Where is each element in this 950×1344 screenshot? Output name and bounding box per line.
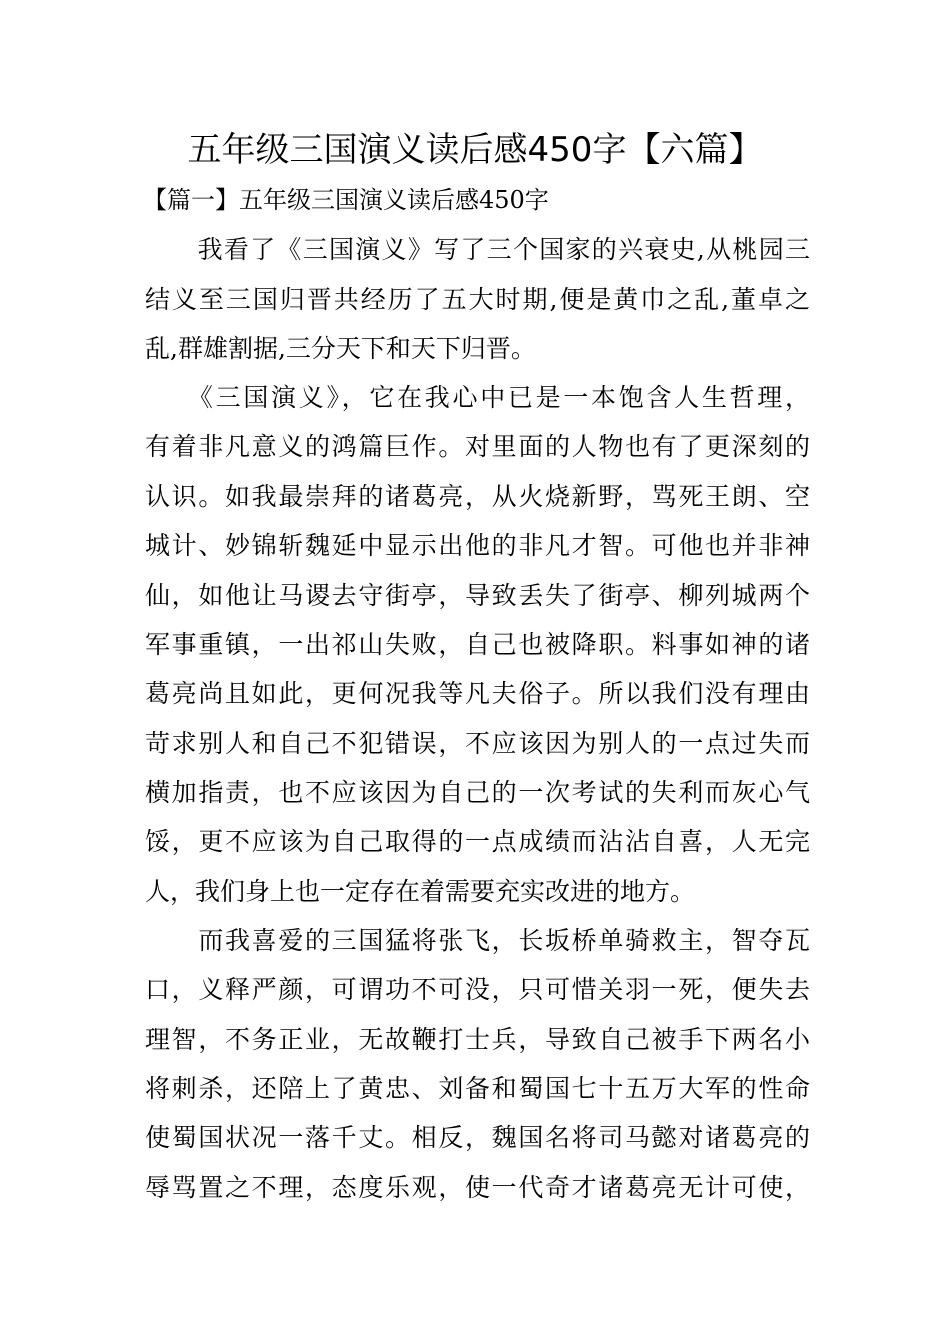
text-line: 使蜀国状况一落千丈。相反，魏国名将司马懿对诸葛亮的 — [145, 1123, 810, 1152]
text-line: 将刺杀，还陪上了黄忠、刘备和蜀国七十五万大军的性命 — [145, 1074, 810, 1103]
text-line: 口，义释严颜，可谓功不可没，只可惜关羽一死，便失去 — [145, 975, 810, 1004]
document-title: 五年级三国演义读后感450字【六篇】 — [187, 130, 763, 170]
text-line: 辱骂置之不理，态度乐观，使一代奇才诸葛亮无计可使， — [145, 1173, 810, 1202]
text-line: 仙，如他让马谡去守街亭，导致丢失了街亭、柳列城两个 — [145, 581, 810, 610]
text-line: 《三国演义》，它在我心中已是一本饱含人生哲理， — [145, 383, 810, 412]
text-line: 乱,群雄割据,三分天下和天下归晋。 — [145, 334, 536, 363]
text-line: 人，我们身上也一定存在着需要充实改进的地方。 — [145, 877, 696, 906]
text-line: 葛亮尚且如此，更何况我等凡夫俗子。所以我们没有理由 — [145, 679, 810, 708]
text-line: 馁，更不应该为自己取得的一点成绩而沾沾自喜，人无完 — [145, 827, 810, 856]
text-line: 有着非凡意义的鸿篇巨作。对里面的人物也有了更深刻的 — [145, 432, 810, 461]
text-line: 理智，不务正业，无故鞭打士兵，导致自己被手下两名小 — [145, 1025, 810, 1054]
text-line: 认识。如我最崇拜的诸葛亮，从火烧新野，骂死王朗、空 — [145, 482, 810, 511]
text-line: 结义至三国归晋共经历了五大时期,便是黄巾之乱,董卓之 — [145, 285, 810, 314]
text-line: 苛求别人和自己不犯错误，不应该因为别人的一点过失而 — [145, 729, 810, 758]
text-line: 军事重镇，一出祁山失败，自己也被降职。料事如神的诸 — [145, 630, 810, 659]
text-line: 我看了《三国演义》写了三个国家的兴衰史,从桃园三 — [145, 235, 810, 264]
text-line: 城计、妙锦斩魏延中显示出他的非凡才智。可他也并非神 — [145, 531, 810, 560]
text-line: 横加指责，也不应该因为自己的一次考试的失利而灰心气 — [145, 778, 810, 807]
section-heading: 【篇一】五年级三国演义读后感450字 — [143, 186, 549, 214]
text-line: 而我喜爱的三国猛将张飞，长坂桥单骑救主，智夺瓦 — [145, 926, 810, 955]
